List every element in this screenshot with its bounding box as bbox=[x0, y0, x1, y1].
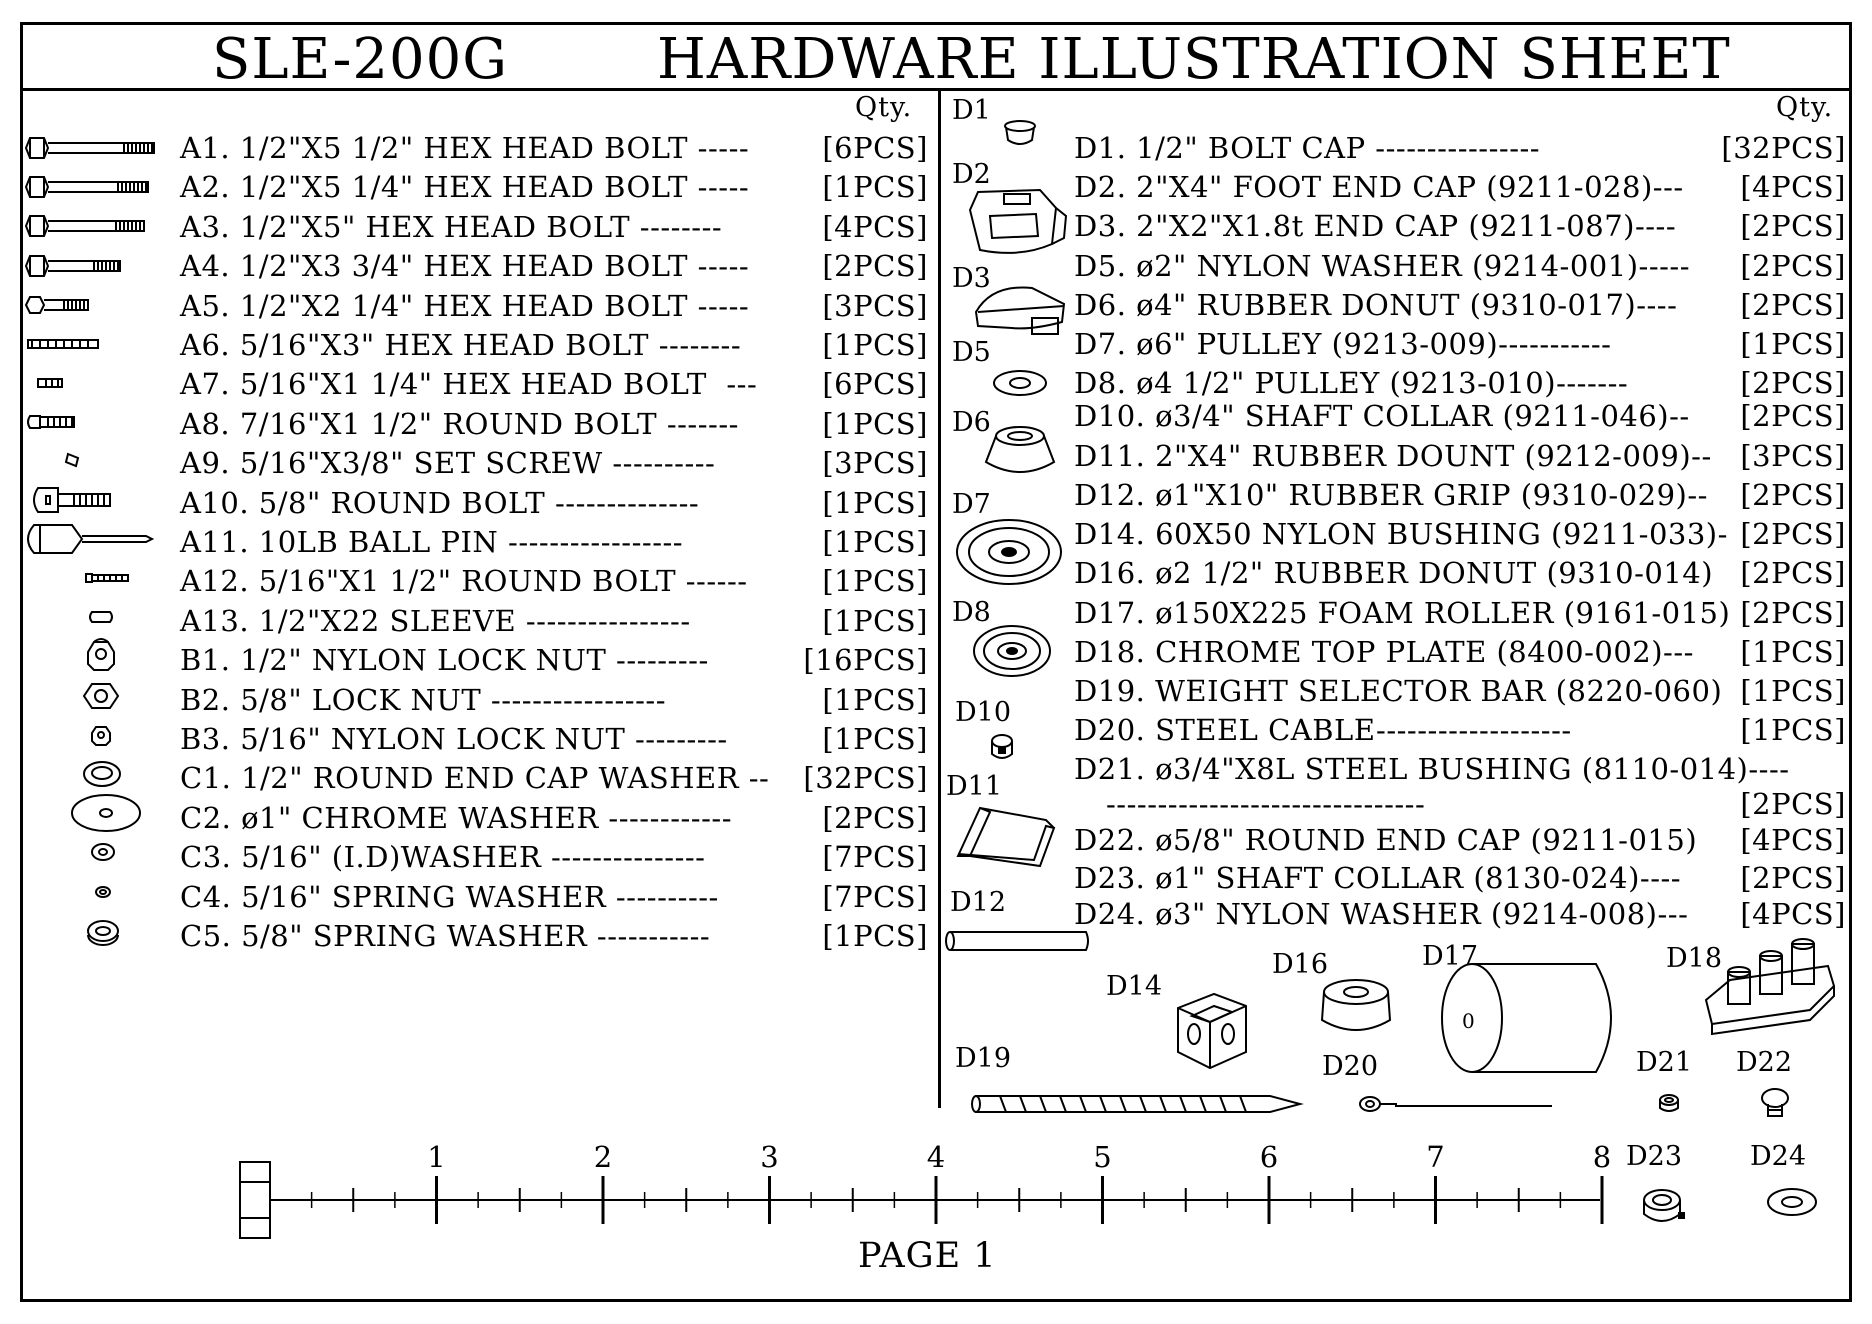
pulley-small-icon bbox=[970, 622, 1054, 680]
part-code: A9. bbox=[180, 446, 231, 481]
label-d2: D2 bbox=[952, 159, 991, 190]
label-d3: D3 bbox=[952, 263, 991, 294]
part-description: 1/2" BOLT CAP ---------------- bbox=[1136, 131, 1541, 165]
part-description: 2"X4" FOOT END CAP (9211-028)--- bbox=[1136, 170, 1684, 204]
nylon-washer-icon bbox=[990, 368, 1050, 398]
nylon-bushing-icon bbox=[1168, 990, 1252, 1072]
label-d8: D8 bbox=[952, 597, 991, 628]
part-code: A10. bbox=[180, 485, 250, 520]
ruler-number: 2 bbox=[593, 1140, 613, 1174]
part-quantity: [2PCS] bbox=[1740, 787, 1846, 821]
part-code: D18. bbox=[1074, 635, 1146, 669]
washer-icon bbox=[92, 844, 114, 860]
label-d6: D6 bbox=[952, 407, 991, 438]
parts-list-row bbox=[180, 406, 739, 442]
part-quantity: [1PCS] bbox=[1740, 327, 1846, 361]
part-description: ø2" NYLON WASHER (9214-001)----- bbox=[1136, 249, 1691, 283]
parts-list-row bbox=[180, 918, 710, 954]
parts-list-row bbox=[1074, 287, 1677, 323]
part-description: 5/16" SPRING WASHER ---------- bbox=[241, 879, 719, 914]
part-quantity: [2PCS] bbox=[1740, 288, 1846, 322]
round-end-cap-icon bbox=[1758, 1086, 1792, 1122]
part-quantity: [1PCS] bbox=[822, 170, 928, 205]
steel-cable-icon bbox=[1356, 1092, 1556, 1118]
hex-bolt-icon bbox=[26, 256, 120, 276]
part-description: 7/16"X1 1/2" ROUND BOLT ------- bbox=[239, 406, 739, 441]
rubber-grip-icon bbox=[942, 928, 1092, 954]
part-quantity: [1PCS] bbox=[822, 564, 928, 599]
part-code: A12. bbox=[180, 564, 250, 599]
part-code: D5. bbox=[1074, 249, 1127, 283]
parts-list-row bbox=[1074, 398, 1690, 434]
spring-washer-icon bbox=[96, 887, 110, 897]
label-d18: D18 bbox=[1666, 943, 1723, 974]
part-code: D21. bbox=[1074, 752, 1146, 786]
part-code: C2. bbox=[180, 800, 232, 835]
part-quantity: [4PCS] bbox=[822, 209, 928, 244]
label-d19: D19 bbox=[955, 1043, 1012, 1074]
weight-selector-bar-icon bbox=[970, 1092, 1310, 1116]
parts-list-row bbox=[180, 485, 699, 521]
part-code: A7. bbox=[180, 367, 231, 402]
label-d14: D14 bbox=[1106, 971, 1163, 1002]
shaft-collar-icon bbox=[984, 732, 1020, 764]
part-description: CHROME TOP PLATE (8400-002)--- bbox=[1155, 635, 1694, 669]
part-description: 5/16"X1 1/2" ROUND BOLT ------ bbox=[258, 564, 748, 599]
ruler-number: 7 bbox=[1426, 1140, 1445, 1174]
part-description: ø3/4" SHAFT COLLAR (9211-046)-- bbox=[1155, 399, 1690, 433]
part-quantity: [32PCS] bbox=[1721, 131, 1846, 165]
part-code: D7. bbox=[1074, 327, 1127, 361]
part-code: D14. bbox=[1074, 517, 1146, 551]
part-quantity: [16PCS] bbox=[803, 643, 928, 678]
part-description: ø6" PULLEY (9213-009)----------- bbox=[1136, 327, 1612, 361]
parts-list-row bbox=[180, 721, 728, 757]
part-description: 5/8" ROUND BOLT -------------- bbox=[258, 485, 700, 520]
label-d17: D17 bbox=[1422, 941, 1479, 972]
small-hex-bolt-icon bbox=[28, 340, 98, 348]
part-description: 1/2"X5" HEX HEAD BOLT -------- bbox=[239, 209, 723, 244]
ruler-number: 4 bbox=[926, 1140, 946, 1174]
part-quantity: [1PCS] bbox=[822, 328, 928, 362]
steel-bushing-icon bbox=[1656, 1092, 1682, 1116]
parts-list-row bbox=[1074, 477, 1708, 513]
part-description: 60X50 NYLON BUSHING (9211-033)- bbox=[1155, 517, 1728, 551]
part-description: 5/16"X1 1/4" HEX HEAD BOLT --- bbox=[239, 367, 758, 402]
part-description: 1/2"X5 1/2" HEX HEAD BOLT ----- bbox=[239, 131, 750, 165]
parts-list-row bbox=[1074, 860, 1681, 896]
part-description: ø2 1/2" RUBBER DONUT (9310-014) bbox=[1155, 556, 1714, 590]
round-bolt-icon bbox=[86, 574, 128, 582]
part-description: 1/2" ROUND END CAP WASHER -- bbox=[241, 761, 770, 796]
nylon-lock-nut-icon bbox=[92, 727, 110, 745]
part-code: A11. bbox=[180, 525, 250, 559]
part-code: D22. bbox=[1074, 823, 1146, 857]
part-code: D11. bbox=[1074, 439, 1146, 473]
left-qty-header: Qty. bbox=[855, 92, 913, 123]
parts-list-row bbox=[1074, 438, 1712, 474]
hex-bolt-icon bbox=[26, 297, 88, 313]
label-d22: D22 bbox=[1736, 1047, 1793, 1078]
roller-center-mark: 0 bbox=[1462, 1009, 1475, 1033]
parts-list-row bbox=[180, 366, 757, 402]
part-code: C3. bbox=[180, 840, 232, 875]
parts-list-row bbox=[180, 209, 722, 245]
part-description: 1/2" NYLON LOCK NUT --------- bbox=[240, 643, 709, 678]
rubber-donut-small-icon bbox=[1318, 978, 1394, 1040]
part-quantity: [1PCS] bbox=[1740, 674, 1846, 708]
parts-list-row bbox=[1074, 595, 1730, 631]
end-cap-icon bbox=[972, 282, 1072, 338]
part-code: D19. bbox=[1074, 674, 1146, 708]
part-code: C1. bbox=[180, 761, 232, 796]
parts-list-row bbox=[1074, 365, 1628, 401]
part-code: A13. bbox=[180, 603, 250, 638]
parts-list-row bbox=[1074, 326, 1611, 362]
part-quantity: [1PCS] bbox=[822, 485, 928, 520]
round-bolt-icon bbox=[34, 488, 110, 512]
parts-list-row bbox=[1074, 516, 1728, 552]
set-screw-icon bbox=[66, 454, 78, 466]
part-code: D8. bbox=[1074, 366, 1127, 400]
parts-list-row bbox=[180, 248, 749, 284]
parts-list-row bbox=[180, 642, 709, 678]
ruler-number: 6 bbox=[1259, 1140, 1279, 1174]
small-hex-bolt-icon bbox=[38, 379, 62, 387]
part-quantity: [7PCS] bbox=[822, 840, 928, 875]
pulley-large-icon bbox=[954, 516, 1064, 588]
part-description: ------------------------------- bbox=[1106, 787, 1426, 821]
part-description: 10LB BALL PIN ----------------- bbox=[258, 525, 684, 559]
right-qty-header: Qty. bbox=[1776, 92, 1834, 123]
parts-list-row bbox=[180, 839, 705, 875]
lock-nut-icon bbox=[84, 684, 118, 708]
ball-pin-icon bbox=[28, 525, 152, 553]
part-quantity: [2PCS] bbox=[1740, 556, 1846, 590]
part-description: 1/2"X3 3/4" HEX HEAD BOLT ----- bbox=[239, 249, 750, 284]
part-quantity: [3PCS] bbox=[822, 288, 928, 323]
part-code: A5. bbox=[180, 288, 231, 323]
page-number: PAGE 1 bbox=[858, 1236, 997, 1276]
part-quantity: [6PCS] bbox=[822, 367, 928, 402]
parts-list-row bbox=[180, 327, 741, 363]
part-description: ø4" RUBBER DONUT (9310-017)---- bbox=[1136, 288, 1678, 322]
hex-bolt-icon bbox=[26, 138, 154, 158]
part-code: D12. bbox=[1074, 478, 1146, 512]
part-description: 5/16" (I.D)WASHER --------------- bbox=[241, 840, 706, 875]
part-code: D17. bbox=[1074, 596, 1146, 630]
rubber-dount-icon bbox=[950, 796, 1060, 876]
ruler-number: 8 bbox=[1592, 1140, 1612, 1174]
sleeve-icon bbox=[90, 612, 112, 622]
part-code: B3. bbox=[180, 722, 231, 756]
part-quantity: [1PCS] bbox=[822, 722, 928, 756]
part-description: STEEL CABLE------------------- bbox=[1155, 713, 1572, 747]
ruler-number: 5 bbox=[1093, 1140, 1112, 1174]
part-code: D16. bbox=[1074, 556, 1146, 590]
part-description: ø4 1/2" PULLEY (9213-010)------- bbox=[1136, 366, 1629, 400]
part-quantity: [2PCS] bbox=[1740, 209, 1846, 243]
parts-list-row bbox=[180, 879, 719, 915]
parts-list-row bbox=[180, 563, 748, 599]
model-number: SLE-200G bbox=[212, 27, 509, 92]
part-quantity: [1PCS] bbox=[822, 919, 928, 953]
part-description: ø5/8" ROUND END CAP (9211-015) bbox=[1155, 823, 1698, 857]
part-quantity: [7PCS] bbox=[822, 879, 928, 914]
part-quantity: [1PCS] bbox=[1740, 635, 1846, 669]
part-quantity: [1PCS] bbox=[822, 525, 928, 559]
part-code: D2. bbox=[1074, 170, 1127, 204]
part-quantity: [4PCS] bbox=[1740, 170, 1846, 204]
ruler-number: 1 bbox=[427, 1140, 446, 1174]
part-quantity: [1PCS] bbox=[822, 603, 928, 638]
part-quantity: [2PCS] bbox=[1740, 478, 1846, 512]
column-divider bbox=[938, 88, 941, 1108]
part-code: D23. bbox=[1074, 861, 1146, 895]
spring-washer-icon bbox=[88, 921, 118, 945]
part-description: 5/16" NYLON LOCK NUT --------- bbox=[240, 722, 728, 756]
label-d24: D24 bbox=[1750, 1141, 1807, 1172]
part-quantity: [2PCS] bbox=[1740, 861, 1846, 895]
part-code: A3. bbox=[180, 209, 231, 244]
parts-list-row bbox=[180, 682, 666, 718]
part-quantity: [32PCS] bbox=[803, 761, 928, 796]
parts-list-row bbox=[180, 760, 769, 796]
part-description: 5/8" SPRING WASHER ----------- bbox=[241, 919, 711, 953]
part-code: B2. bbox=[180, 682, 231, 717]
parts-list-row bbox=[180, 524, 683, 560]
part-code: D6. bbox=[1074, 288, 1127, 322]
part-description: 5/16"X3" HEX HEAD BOLT -------- bbox=[239, 328, 742, 362]
part-code: D3. bbox=[1074, 209, 1127, 243]
part-code: D10. bbox=[1074, 399, 1146, 433]
part-description: ø1" SHAFT COLLAR (8130-024)---- bbox=[1155, 861, 1682, 895]
bolt-cap-icon bbox=[1000, 118, 1040, 154]
label-d11: D11 bbox=[946, 771, 1003, 802]
part-quantity: [2PCS] bbox=[1740, 517, 1846, 551]
part-quantity: [1PCS] bbox=[822, 406, 928, 441]
part-quantity: [2PCS] bbox=[1740, 366, 1846, 400]
part-description: ø1" CHROME WASHER ------------ bbox=[241, 800, 732, 835]
parts-list-row bbox=[180, 445, 715, 481]
part-description: ø3/4"X8L STEEL BUSHING (8110-014)---- bbox=[1155, 752, 1790, 786]
parts-list-row bbox=[1074, 634, 1694, 670]
part-quantity: [4PCS] bbox=[1740, 897, 1846, 931]
part-code: D1. bbox=[1074, 131, 1127, 165]
left-icon-column bbox=[0, 0, 170, 980]
parts-list-row bbox=[180, 603, 691, 639]
parts-list-row bbox=[1074, 130, 1540, 166]
nylon-lock-nut-icon bbox=[88, 639, 114, 670]
sheet-title: HARDWARE ILLUSTRATION SHEET bbox=[657, 27, 1731, 92]
part-code: B1. bbox=[180, 643, 231, 678]
part-quantity: [2PCS] bbox=[822, 800, 928, 835]
parts-list-row bbox=[1074, 751, 1790, 787]
parts-list-row bbox=[1106, 786, 1425, 822]
parts-list-row bbox=[1074, 169, 1684, 205]
label-d5: D5 bbox=[952, 337, 991, 368]
part-quantity: [4PCS] bbox=[1740, 823, 1846, 857]
part-description: 2"X2"X1.8t END CAP (9211-087)---- bbox=[1136, 209, 1677, 243]
label-d7: D7 bbox=[952, 489, 991, 520]
part-description: WEIGHT SELECTOR BAR (8220-060) bbox=[1155, 674, 1723, 708]
parts-list-row bbox=[180, 800, 732, 836]
parts-list-row bbox=[1074, 673, 1722, 709]
label-d12: D12 bbox=[950, 887, 1007, 918]
label-d21: D21 bbox=[1636, 1047, 1693, 1078]
part-quantity: [1PCS] bbox=[1740, 713, 1846, 747]
part-code: D20. bbox=[1074, 713, 1146, 747]
label-d20: D20 bbox=[1322, 1051, 1379, 1082]
parts-list-row bbox=[1074, 208, 1676, 244]
label-d23: D23 bbox=[1626, 1141, 1683, 1172]
parts-list-row bbox=[1074, 555, 1713, 591]
label-d16: D16 bbox=[1272, 949, 1329, 980]
parts-list-row bbox=[180, 130, 749, 166]
part-quantity: [2PCS] bbox=[1740, 596, 1846, 630]
part-quantity: [2PCS] bbox=[822, 249, 928, 284]
part-description: ø1"X10" RUBBER GRIP (9310-029)-- bbox=[1155, 478, 1708, 512]
rubber-donut-icon bbox=[980, 422, 1060, 480]
part-quantity: [1PCS] bbox=[822, 682, 928, 717]
parts-list-row bbox=[180, 288, 749, 324]
part-quantity: [6PCS] bbox=[822, 131, 928, 165]
part-code: A8. bbox=[180, 406, 231, 441]
label-d10: D10 bbox=[955, 697, 1012, 728]
part-description: 1/2"X22 SLEEVE ---------------- bbox=[258, 603, 691, 638]
part-description: 5/8" LOCK NUT ----------------- bbox=[240, 682, 666, 717]
chrome-top-plate-icon bbox=[1700, 938, 1840, 1042]
part-code: A2. bbox=[180, 170, 231, 205]
end-cap-washer-icon bbox=[84, 762, 120, 786]
foot-end-cap-icon bbox=[960, 180, 1070, 260]
label-d1: D1 bbox=[952, 95, 991, 126]
part-quantity: [3PCS] bbox=[1740, 439, 1846, 473]
part-description: 1/2"X5 1/4" HEX HEAD BOLT ----- bbox=[239, 170, 750, 205]
hex-bolt-icon bbox=[26, 177, 148, 197]
part-code: C5. bbox=[180, 919, 232, 953]
parts-list-row bbox=[1074, 712, 1572, 748]
part-description: ø3" NYLON WASHER (9214-008)--- bbox=[1155, 897, 1689, 931]
part-description: 5/16"X3/8" SET SCREW ---------- bbox=[239, 446, 716, 481]
parts-list-row bbox=[180, 169, 749, 205]
part-quantity: [2PCS] bbox=[1740, 399, 1846, 433]
hex-bolt-icon bbox=[26, 216, 144, 236]
ruler-number: 3 bbox=[760, 1140, 779, 1174]
parts-list-row bbox=[1074, 822, 1697, 858]
parts-list-row bbox=[1074, 896, 1688, 932]
part-quantity: [3PCS] bbox=[822, 446, 928, 481]
part-description: 1/2"X2 1/4" HEX HEAD BOLT ----- bbox=[239, 288, 750, 323]
part-code: A1. bbox=[180, 131, 231, 165]
part-code: A6. bbox=[180, 328, 231, 362]
part-description: 2"X4" RUBBER DOUNT (9212-009)-- bbox=[1155, 439, 1712, 473]
part-quantity: [2PCS] bbox=[1740, 249, 1846, 283]
nylon-washer-large-icon bbox=[1764, 1186, 1820, 1218]
part-description: ø150X225 FOAM ROLLER (9161-015) bbox=[1155, 596, 1731, 630]
part-code: D24. bbox=[1074, 897, 1146, 931]
chrome-washer-icon bbox=[72, 795, 140, 831]
shaft-collar-large-icon bbox=[1640, 1186, 1690, 1230]
part-code: C4. bbox=[180, 879, 232, 914]
round-bolt-icon bbox=[28, 416, 74, 428]
parts-list-row bbox=[1074, 248, 1690, 284]
part-code: A4. bbox=[180, 249, 231, 284]
